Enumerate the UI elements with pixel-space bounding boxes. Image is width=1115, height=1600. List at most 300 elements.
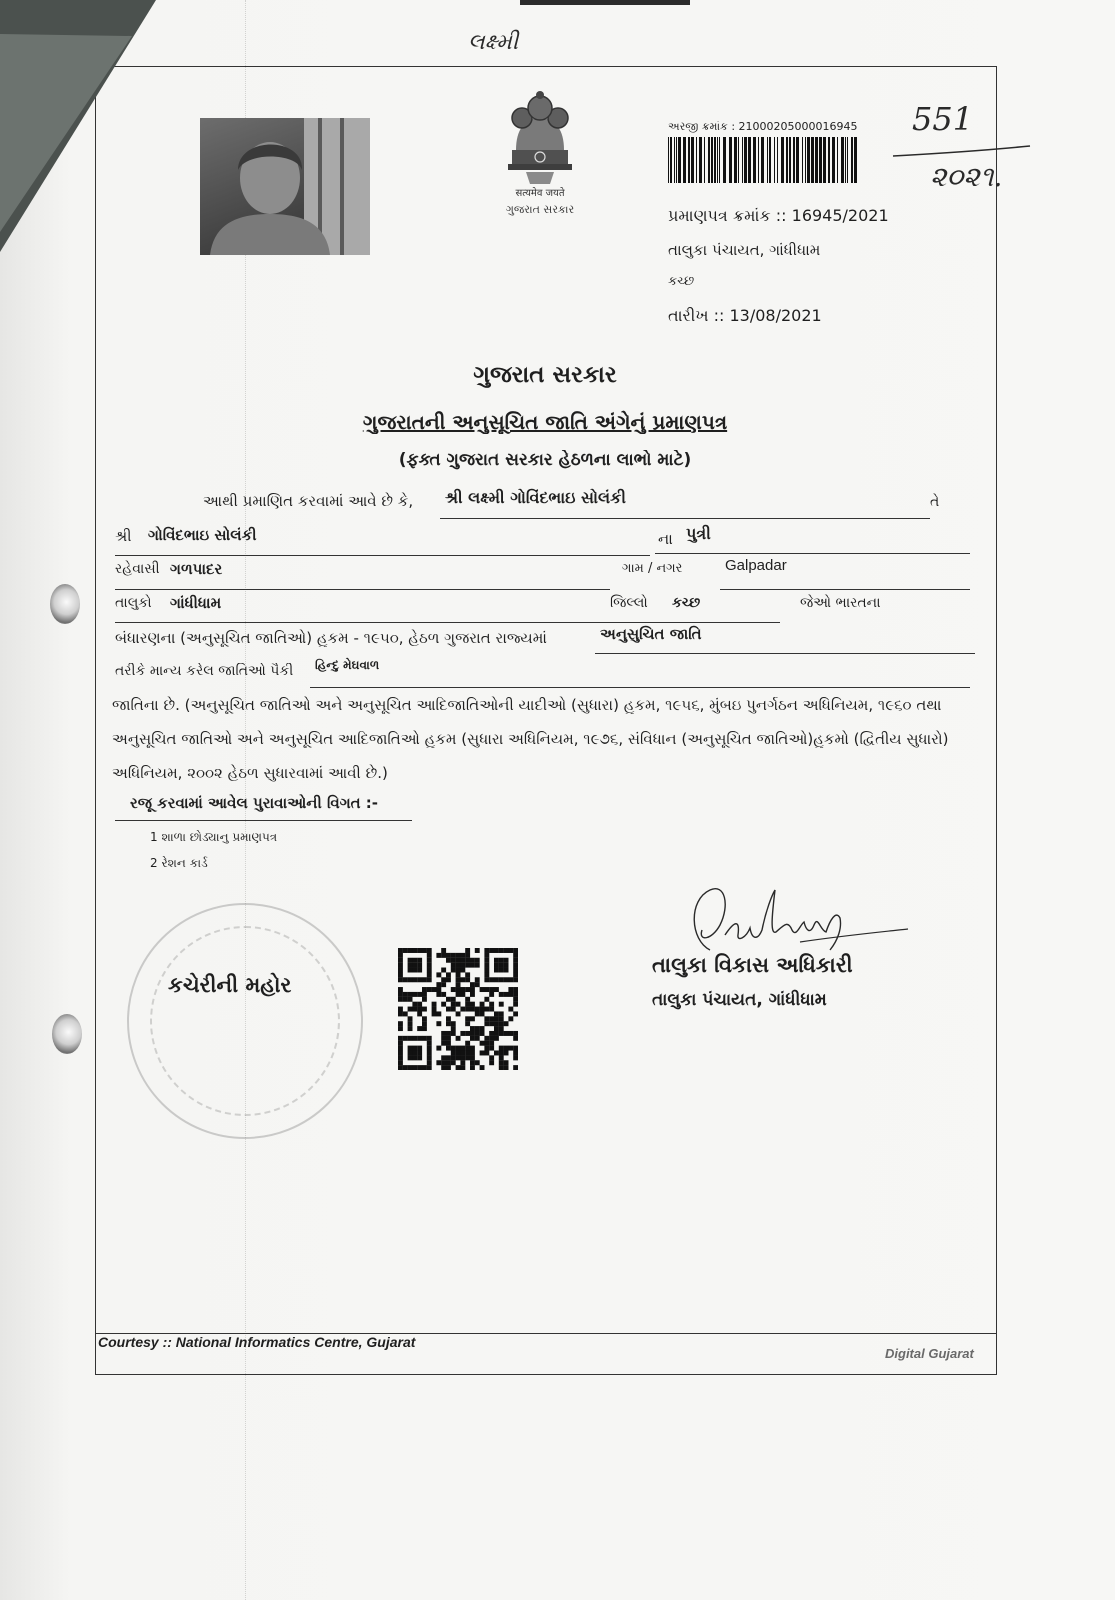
qr-module	[480, 1007, 485, 1012]
qr-module	[504, 1065, 509, 1070]
qr-module	[417, 1055, 422, 1060]
barcode-bar	[758, 137, 759, 183]
barcode-bar	[744, 137, 747, 183]
qr-module	[398, 953, 403, 958]
qr-module	[446, 997, 451, 1002]
qr-module	[441, 1055, 446, 1060]
barcode-bar	[847, 137, 848, 183]
caste-underline	[310, 687, 970, 688]
qr-module	[398, 963, 403, 968]
qr-module	[398, 1050, 403, 1055]
qr-module	[489, 1055, 494, 1060]
qr-module	[499, 968, 504, 973]
village-underline	[720, 589, 970, 590]
barcode-bar	[748, 137, 751, 183]
barcode-bar	[832, 137, 835, 183]
barcode-bar	[738, 137, 739, 183]
qr-module	[427, 968, 432, 973]
qr-module	[504, 1046, 509, 1051]
qr-module	[460, 968, 465, 973]
qr-module	[446, 1060, 451, 1065]
qr-module	[499, 1046, 504, 1051]
qr-module	[417, 1036, 422, 1041]
qr-module	[499, 1055, 504, 1060]
qr-module	[456, 1011, 461, 1016]
legal-text-line: જાતિના છે. (અનુસૂચિત જાતિઓ અને અનુસૂચિત આદિજાતિઓની યાદીઓ (સુધારા) હુકમ, ૧૯૫૬, મુંબઇ પુનર્ગઠન અધિનિયમ, ૧૯૬૦ તથા	[112, 696, 942, 714]
qr-module	[403, 1011, 408, 1016]
certificate-title: ગુજરાતની અનુસૂચિત જાતિ અંગેનું પ્રમાણપત્ર	[362, 410, 728, 434]
qr-module	[484, 1016, 489, 1021]
barcode-bar	[719, 137, 720, 183]
qr-module	[513, 1050, 518, 1055]
qr-module	[436, 1021, 441, 1026]
qr-module	[470, 1055, 475, 1060]
resident-underline	[115, 589, 610, 590]
qr-module	[508, 1031, 513, 1036]
barcode-bar	[815, 137, 818, 183]
qr-module	[441, 968, 446, 973]
qr-module	[499, 1011, 504, 1016]
qr-module	[484, 1036, 489, 1041]
qr-module	[508, 948, 513, 953]
barcode-bar	[696, 137, 697, 183]
footer-courtesy: Courtesy :: National Informatics Centre, Gujarat	[98, 1334, 416, 1350]
qr-module	[451, 1046, 456, 1051]
barcode-bar	[683, 137, 686, 183]
relation-value: પુત્રી	[686, 524, 711, 543]
qr-module	[494, 977, 499, 982]
qr-module	[484, 987, 489, 992]
application-number-value: 21000205000016945	[738, 120, 858, 133]
qr-module	[427, 948, 432, 953]
qr-module	[398, 977, 403, 982]
emblem-pedestal	[526, 172, 554, 184]
qr-module	[398, 1007, 403, 1012]
qr-module	[456, 1002, 461, 1007]
qr-module	[513, 1046, 518, 1051]
qr-module	[417, 1065, 422, 1070]
qr-module	[398, 1036, 403, 1041]
qr-module	[456, 1046, 461, 1051]
qr-module	[465, 948, 470, 953]
qr-module	[470, 982, 475, 987]
resident-value: ગળપાદર	[170, 560, 223, 578]
qr-module	[456, 972, 461, 977]
qr-module	[494, 1036, 499, 1041]
qr-module	[504, 968, 509, 973]
qr-module	[412, 1002, 417, 1007]
qr-module	[484, 1021, 489, 1026]
qr-module	[417, 1011, 422, 1016]
barcode-bar	[717, 137, 718, 183]
qr-module	[441, 948, 446, 953]
issue-date	[668, 306, 822, 325]
issuing-district: કચ્છ	[668, 274, 695, 289]
qr-module	[451, 1031, 456, 1036]
qr-module	[499, 1021, 504, 1026]
qr-module	[408, 968, 413, 973]
qr-module	[465, 953, 470, 958]
qr-module	[465, 1031, 470, 1036]
qr-module	[494, 1011, 499, 1016]
qr-module	[465, 1046, 470, 1051]
qr-module	[446, 1036, 451, 1041]
qr-module	[398, 1046, 403, 1051]
qr-module	[499, 977, 504, 982]
qr-module	[441, 1041, 446, 1046]
qr-module	[460, 1007, 465, 1012]
applicant-name-underline	[440, 518, 930, 519]
qr-module	[408, 992, 413, 997]
qr-module	[513, 972, 518, 977]
qr-module	[446, 1007, 451, 1012]
qr-module	[470, 1060, 475, 1065]
qr-module	[446, 1041, 451, 1046]
qr-module	[446, 977, 451, 982]
qr-module	[436, 1046, 441, 1051]
qr-module	[513, 992, 518, 997]
qr-module	[465, 963, 470, 968]
state-emblem-icon	[496, 88, 584, 188]
qr-module	[470, 1007, 475, 1012]
qr-module	[513, 1031, 518, 1036]
qr-module	[451, 1007, 456, 1012]
footer-brand: Digital Gujarat	[885, 1346, 974, 1361]
qr-module	[504, 963, 509, 968]
barcode-bar	[802, 137, 803, 183]
qr-module	[398, 997, 403, 1002]
qr-module	[427, 987, 432, 992]
qr-module	[499, 948, 504, 953]
qr-module	[408, 1050, 413, 1055]
qr-module	[499, 1060, 504, 1065]
barcode-bar	[828, 137, 830, 183]
qr-module	[451, 1021, 456, 1026]
qr-module	[475, 1011, 480, 1016]
intro-end: તે	[930, 494, 940, 510]
qr-module	[408, 1021, 413, 1026]
qr-module	[403, 948, 408, 953]
qr-module	[494, 1050, 499, 1055]
qr-module	[460, 1055, 465, 1060]
office-stamp-inner-ring	[150, 926, 340, 1116]
qr-module	[441, 1065, 446, 1070]
qr-module	[451, 958, 456, 963]
qr-module	[422, 977, 427, 982]
order-text: બંધારણના (અનુસૂચિત જાતિઓ) હુકમ - ૧૯૫૦, હેઠળ ગુજરાત રાજ્યમાં	[115, 629, 547, 647]
qr-module	[465, 987, 470, 992]
qr-module	[412, 958, 417, 963]
signatory-office: તાલુકા પંચાયત, ગાંધીધામ	[652, 990, 827, 1010]
qr-module	[475, 1060, 480, 1065]
qr-module	[441, 977, 446, 982]
qr-module	[422, 997, 427, 1002]
qr-module	[398, 1041, 403, 1046]
qr-module	[484, 977, 489, 982]
qr-module	[432, 987, 437, 992]
certificate-subtitle: (ફક્ત ગુજરાત સરકાર હેઠળના લાભો માટે)	[398, 450, 692, 470]
qr-module	[489, 987, 494, 992]
qr-module	[489, 1002, 494, 1007]
qr-module	[470, 1050, 475, 1055]
qr-module	[427, 958, 432, 963]
qr-module	[441, 1036, 446, 1041]
qr-module	[499, 1050, 504, 1055]
barcode-bar	[819, 137, 822, 183]
qr-module	[489, 1041, 494, 1046]
parent-name-underline	[115, 555, 650, 556]
parent-name: ગોવિંદભાઇ સોલંકી	[148, 526, 257, 544]
qr-module	[436, 972, 441, 977]
qr-module	[427, 1036, 432, 1041]
qr-module	[408, 1065, 413, 1070]
qr-module	[489, 977, 494, 982]
qr-module	[494, 968, 499, 973]
qr-module	[460, 958, 465, 963]
qr-module	[460, 1031, 465, 1036]
qr-module	[484, 963, 489, 968]
qr-module	[484, 953, 489, 958]
qr-module	[513, 1002, 518, 1007]
qr-module	[408, 1016, 413, 1021]
qr-module	[436, 1060, 441, 1065]
qr-module	[446, 953, 451, 958]
qr-module	[427, 972, 432, 977]
qr-module	[494, 987, 499, 992]
qr-module	[417, 968, 422, 973]
qr-module	[494, 1026, 499, 1031]
photo-window-bar	[340, 118, 344, 255]
qr-module	[484, 968, 489, 973]
handwritten-top-note: લક્ષ્મી	[468, 30, 519, 55]
qr-module	[480, 1050, 485, 1055]
qr-module	[403, 992, 408, 997]
verification-qr-code	[398, 948, 518, 1070]
category-value: અનુસુચિત જાતિ	[600, 625, 702, 643]
resident-label: રહેવાસી	[115, 561, 160, 577]
qr-module	[513, 968, 518, 973]
qr-module	[408, 977, 413, 982]
qr-module	[446, 1031, 451, 1036]
qr-module	[513, 963, 518, 968]
qr-module	[432, 1011, 437, 1016]
qr-module	[513, 958, 518, 963]
caste-label: તરીકે માન્ય કરેલ જાતિઓ પૈકી	[115, 663, 294, 679]
emblem-motto: सत्यमेव जयते	[515, 188, 565, 199]
qr-module	[408, 1026, 413, 1031]
qr-module	[436, 953, 441, 958]
qr-module	[499, 1016, 504, 1021]
parent-prefix: શ્રી	[115, 527, 132, 545]
qr-module	[398, 968, 403, 973]
qr-module	[460, 977, 465, 982]
qr-module	[427, 963, 432, 968]
qr-module	[460, 1065, 465, 1070]
evidence-heading: રજૂ કરવામાં આવેલ પુરાવાઓની વિગત :-	[130, 794, 379, 812]
taluka-label: તાલુકો	[115, 595, 152, 611]
qr-module	[494, 1021, 499, 1026]
qr-module	[484, 1041, 489, 1046]
handwritten-stroke	[893, 146, 1030, 156]
qr-module	[412, 1046, 417, 1051]
qr-module	[427, 977, 432, 982]
qr-module	[508, 1046, 513, 1051]
qr-module	[480, 1011, 485, 1016]
qr-module	[513, 977, 518, 982]
qr-module	[475, 977, 480, 982]
qr-module	[422, 948, 427, 953]
qr-module	[422, 1026, 427, 1031]
barcode-bar	[691, 137, 694, 183]
qr-module	[475, 1031, 480, 1036]
qr-module	[513, 1036, 518, 1041]
qr-module	[465, 958, 470, 963]
village-label: ગામ / નગર	[622, 561, 683, 576]
barcode-bar	[668, 137, 669, 183]
qr-module	[398, 1055, 403, 1060]
scan-top-strip	[520, 0, 690, 5]
qr-module	[417, 977, 422, 982]
qr-module	[422, 1036, 427, 1041]
qr-module	[446, 1016, 451, 1021]
qr-module	[465, 977, 470, 982]
certificate-number-label: પ્રમાણપત્ર ક્રમાંક ::	[668, 206, 787, 225]
qr-module	[489, 1021, 494, 1026]
qr-module	[398, 1011, 403, 1016]
barcode-bar	[761, 137, 764, 183]
barcode-bar	[688, 137, 690, 183]
qr-module	[417, 1026, 422, 1031]
intro-text: આથી પ્રમાણિત કરવામાં આવે છે કે,	[203, 492, 414, 510]
qr-module	[470, 992, 475, 997]
qr-module	[465, 997, 470, 1002]
barcode-bar	[823, 137, 826, 183]
qr-module	[489, 992, 494, 997]
qr-module	[417, 1046, 422, 1051]
qr-module	[451, 1026, 456, 1031]
district-label: જિલ્લો	[610, 595, 648, 611]
qr-module	[465, 1002, 470, 1007]
qr-module	[460, 953, 465, 958]
qr-module	[504, 1060, 509, 1065]
qr-module	[456, 1055, 461, 1060]
qr-module	[499, 992, 504, 997]
qr-module	[465, 1055, 470, 1060]
qr-module	[456, 953, 461, 958]
qr-module	[403, 977, 408, 982]
qr-module	[441, 1002, 446, 1007]
qr-module	[460, 992, 465, 997]
qr-module	[446, 1046, 451, 1051]
qr-module	[451, 997, 456, 1002]
barcode-bar	[837, 137, 838, 183]
qr-module	[489, 1031, 494, 1036]
qr-module	[470, 1046, 475, 1051]
qr-module	[484, 1050, 489, 1055]
punch-hole-lower	[52, 1014, 82, 1054]
taluka-underline	[115, 622, 600, 623]
qr-module	[398, 958, 403, 963]
qr-module	[508, 977, 513, 982]
qr-module	[489, 1046, 494, 1051]
qr-module	[465, 1021, 470, 1026]
qr-module	[489, 948, 494, 953]
qr-module	[441, 992, 446, 997]
qr-module	[398, 992, 403, 997]
qr-module	[422, 992, 427, 997]
barcode-bar	[767, 137, 768, 183]
qr-module	[504, 977, 509, 982]
barcode-bar	[789, 137, 791, 183]
qr-module	[456, 968, 461, 973]
qr-module	[398, 987, 403, 992]
barcode-bar	[845, 137, 846, 183]
qr-module	[513, 1055, 518, 1060]
qr-module	[417, 963, 422, 968]
qr-module	[403, 997, 408, 1002]
qr-module	[480, 987, 485, 992]
qr-module	[508, 1016, 513, 1021]
qr-module	[451, 953, 456, 958]
handwritten-file-number: 551	[912, 100, 974, 138]
qr-module	[465, 1016, 470, 1021]
qr-module	[427, 1041, 432, 1046]
barcode-bar	[670, 137, 672, 183]
qr-module	[499, 1065, 504, 1070]
qr-module	[499, 1031, 504, 1036]
barcode-bar	[811, 137, 814, 183]
qr-module	[417, 958, 422, 963]
relation-prefix: ના	[658, 530, 673, 548]
issuing-office: તાલુકા પંચાયત, ગાંધીધામ	[668, 241, 821, 259]
qr-module	[504, 948, 509, 953]
qr-module	[475, 948, 480, 953]
qr-module	[446, 1021, 451, 1026]
qr-module	[412, 963, 417, 968]
category-underline	[595, 653, 975, 654]
barcode-bar	[786, 137, 788, 183]
evidence-item: 1 શાળા છોડ્યાનુ પ્રમાણપત્ર	[150, 830, 278, 844]
qr-module	[489, 1007, 494, 1012]
barcode-bar	[729, 137, 732, 183]
qr-module	[456, 987, 461, 992]
barcode-bar	[699, 137, 702, 183]
qr-module	[499, 963, 504, 968]
qr-module	[441, 1031, 446, 1036]
qr-module	[460, 963, 465, 968]
qr-module	[436, 982, 441, 987]
issue-date-value: 13/08/2021	[729, 306, 822, 325]
qr-module	[475, 1007, 480, 1012]
qr-module	[417, 1050, 422, 1055]
barcode-bar	[742, 137, 743, 183]
barcode-bar	[711, 137, 713, 183]
qr-module	[427, 1055, 432, 1060]
qr-module	[456, 982, 461, 987]
qr-module	[427, 1046, 432, 1051]
qr-module	[499, 1002, 504, 1007]
qr-module	[484, 1046, 489, 1051]
barcode-bar	[841, 137, 844, 183]
qr-module	[417, 948, 422, 953]
qr-module	[412, 977, 417, 982]
qr-module	[489, 1016, 494, 1021]
issue-date-label: તારીખ ::	[668, 306, 725, 325]
qr-module	[475, 963, 480, 968]
qr-module	[451, 1060, 456, 1065]
qr-module	[489, 1036, 494, 1041]
barcode-bar	[805, 137, 806, 183]
